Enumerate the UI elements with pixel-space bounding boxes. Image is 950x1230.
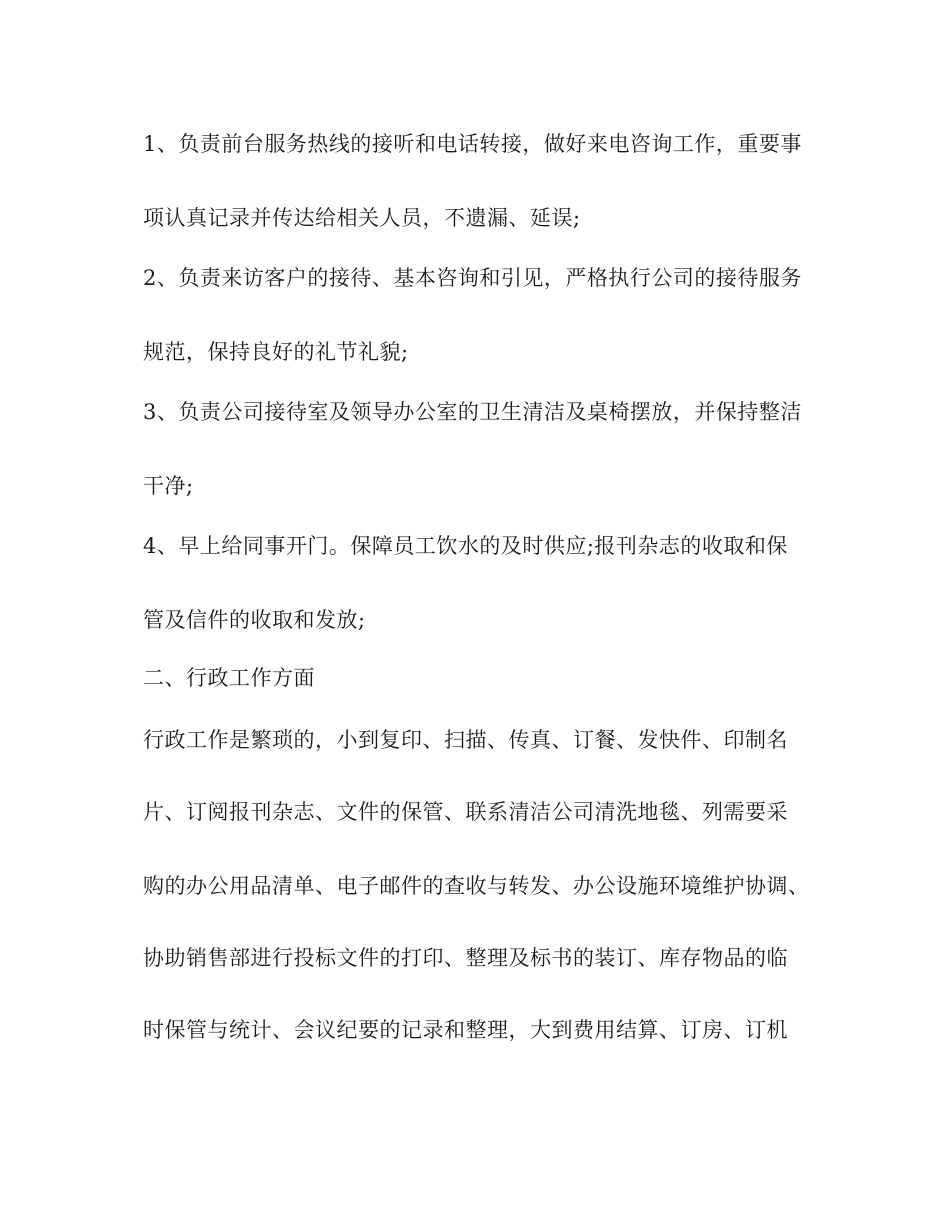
paragraph-1-line-1: 1、负责前台服务热线的接听和电话转接，做好来电咨询工作，重要事 (143, 132, 802, 156)
paragraph-3-line-2: 干净; (143, 474, 194, 498)
paragraph-2-line-2: 规范，保持良好的礼节礼貌; (143, 340, 409, 364)
paragraph-1-line-2: 项认真记录并传达给相关人员，不遗漏、延误; (143, 206, 581, 230)
paragraph-3-line-1: 3、负责公司接待室及领导办公室的卫生清洁及桌椅摆放，并保持整洁 (143, 400, 802, 424)
paragraph-5-line-4: 协助销售部进行投标文件的打印、整理及标书的装订、库存物品的临 (143, 946, 788, 970)
section-heading: 二、行政工作方面 (143, 666, 315, 690)
paragraph-5-line-5: 时保管与统计、会议纪要的记录和整理，大到费用结算、订房、订机 (143, 1018, 788, 1042)
paragraph-5-line-1: 行政工作是繁琐的，小到复印、扫描、传真、订餐、发快件、印制名 (143, 728, 788, 752)
paragraph-4-line-2: 管及信件的收取和发放; (143, 608, 366, 632)
paragraph-4-line-1: 4、早上给同事开门。保障员工饮水的及时供应;报刊杂志的收取和保 (143, 534, 788, 558)
paragraph-5-line-3: 购的办公用品清单、电子邮件的查收与转发、办公设施环境维护协调、 (143, 874, 810, 898)
paragraph-5-line-2: 片、订阅报刊杂志、文件的保管、联系清洁公司清洗地毯、列需要采 (143, 800, 788, 824)
paragraph-2-line-1: 2、负责来访客户的接待、基本咨询和引见，严格执行公司的接待服务 (143, 266, 802, 290)
